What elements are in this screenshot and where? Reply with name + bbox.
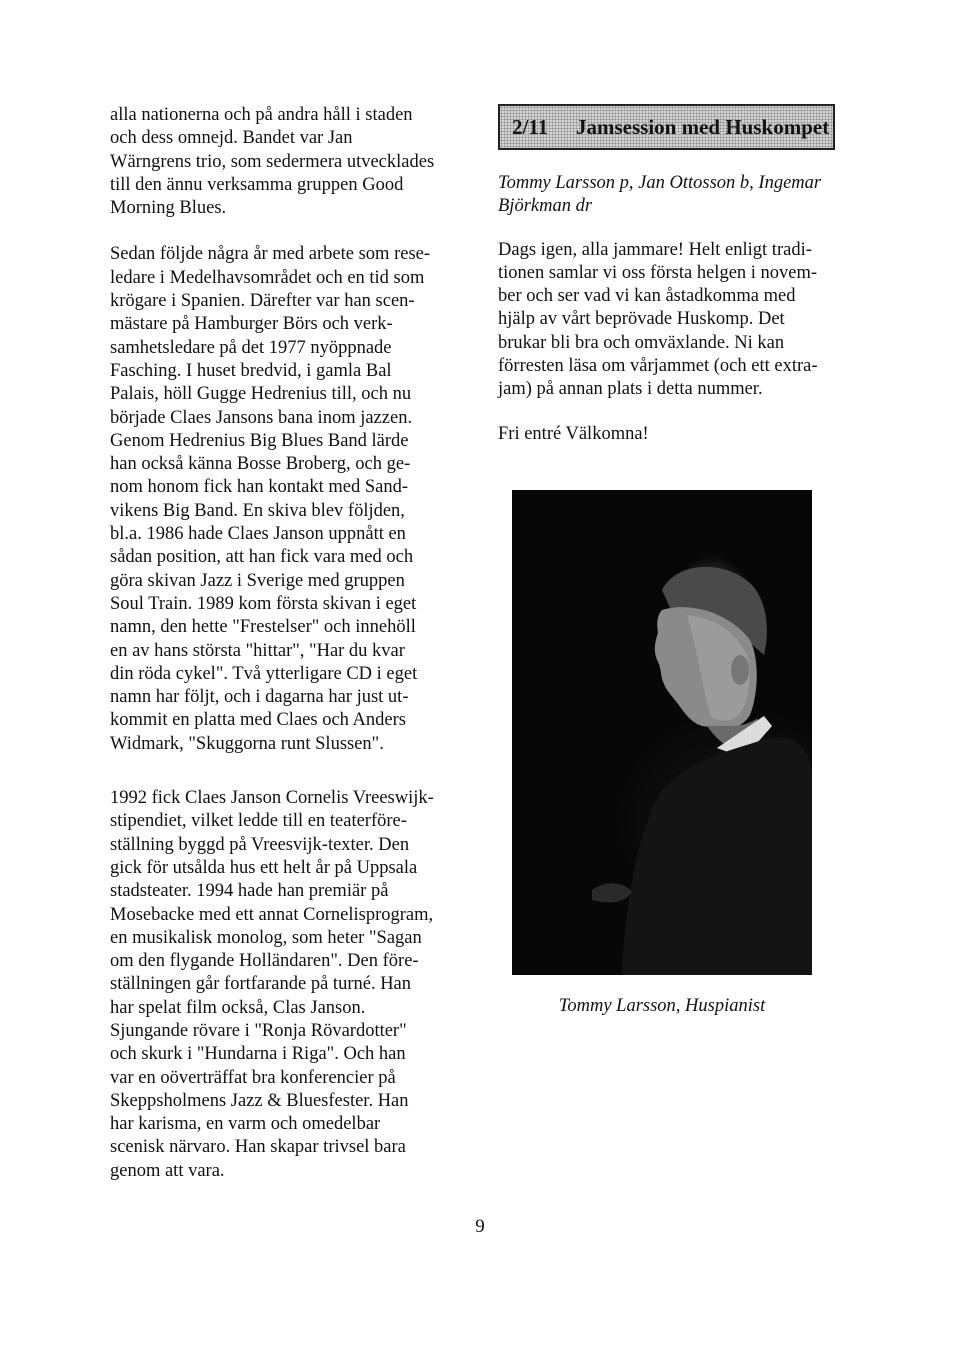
event-welcome: Fri entré Välkomna! [498,423,649,444]
page-number: 9 [475,1216,485,1237]
event-header-box [498,104,835,150]
photo-caption: Tommy Larsson, Huspianist [558,996,766,1016]
paragraph-vreeswijk: 1992 fick Claes Janson Cornelis Vreeswijk- stipendiet, vilket ledde till en teaterföre- ställning byggd på Vreesvijk-texter. Den gick för utsålda hus ett helt år på Uppsala stadsteater. 1994 hade han premiär på Mosebacke med ett annat Cornelisprogram, en musikalisk monolog, som heter "Sagan om den flygande Holländaren". Den före- ställningen går fortfarande på turné. Han har spelat film också, Clas Janson. Sjungande rövare i "Ronja Rövardotter" och skurk i "Hundarna i Riga". Och han var en oöverträffat bra konferencier på Skeppsholmens Jazz & Bluesfester. Han har karisma, en varm och omedelbar scenisk närvaro. Han skapar trivsel bara genom att vara. [110,788,434,1181]
event-title: Jamsession med Huskompet [576,115,830,139]
pianist-silhouette [512,490,812,975]
right-column [498,104,848,446]
event-musicians: Tommy Larsson p, Jan Ottosson b, Ingemar Björkman dr [498,173,822,217]
event-description: Dags igen, alla jammare! Helt enligt tradi- tionen samlar vi oss första helgen i novem- ber och ser vad vi kan åstadkomma med hjälp av vårt beprövade Huskomp. Det brukar bli bra och omväxlande. Ni kan förresten läsa om vårjammet (och ett extra- jam) på annan plats i detta nummer. [498,239,818,400]
paragraph-career: Sedan följde några år med arbete som rese- ledare i Medelhavsområdet och en tid som krögare i Spanien. Därefter var han scen- mästare på Hamburger Börs och verk- samhetsledare på det 1977 nyöppnade Fasching. I huset bredvid, i gamla Bal Palais, höll Gugge Hedrenius till, och nu började Claes Jansons bana inom jazzen. Genom Hedrenius Big Blues Band lärde han också känna Bosse Broberg, och ge- nom honom fick han kontakt med Sand- vikens Big Band. En skiva blev följden, bl.a. 1986 hade Claes Janson uppnått en sådan position, att han fick vara med och göra skivan Jazz i Sverige med gruppen Soul Train. 1989 kom första skivan i eget namn, den hette "Frestelser" och innehöll en av hans största "hittar", "Har du kvar din röda cykel". Två ytterligare CD i eget namn har följt, och i dagarna har just ut- kommit en platta med Claes och Anders Widmark, "Skuggorna runt Slussen". [110,244,431,754]
event-date: 2/11 [512,115,549,139]
pianist-photo [512,490,812,975]
left-column [110,104,460,1183]
paragraph-band-history: alla nationerna och på andra håll i staden och dess omnejd. Bandet var Jan Wärngrens trio, som sedermera utvecklades till den ännu verksamma gruppen Good Morning Blues. [110,105,435,219]
